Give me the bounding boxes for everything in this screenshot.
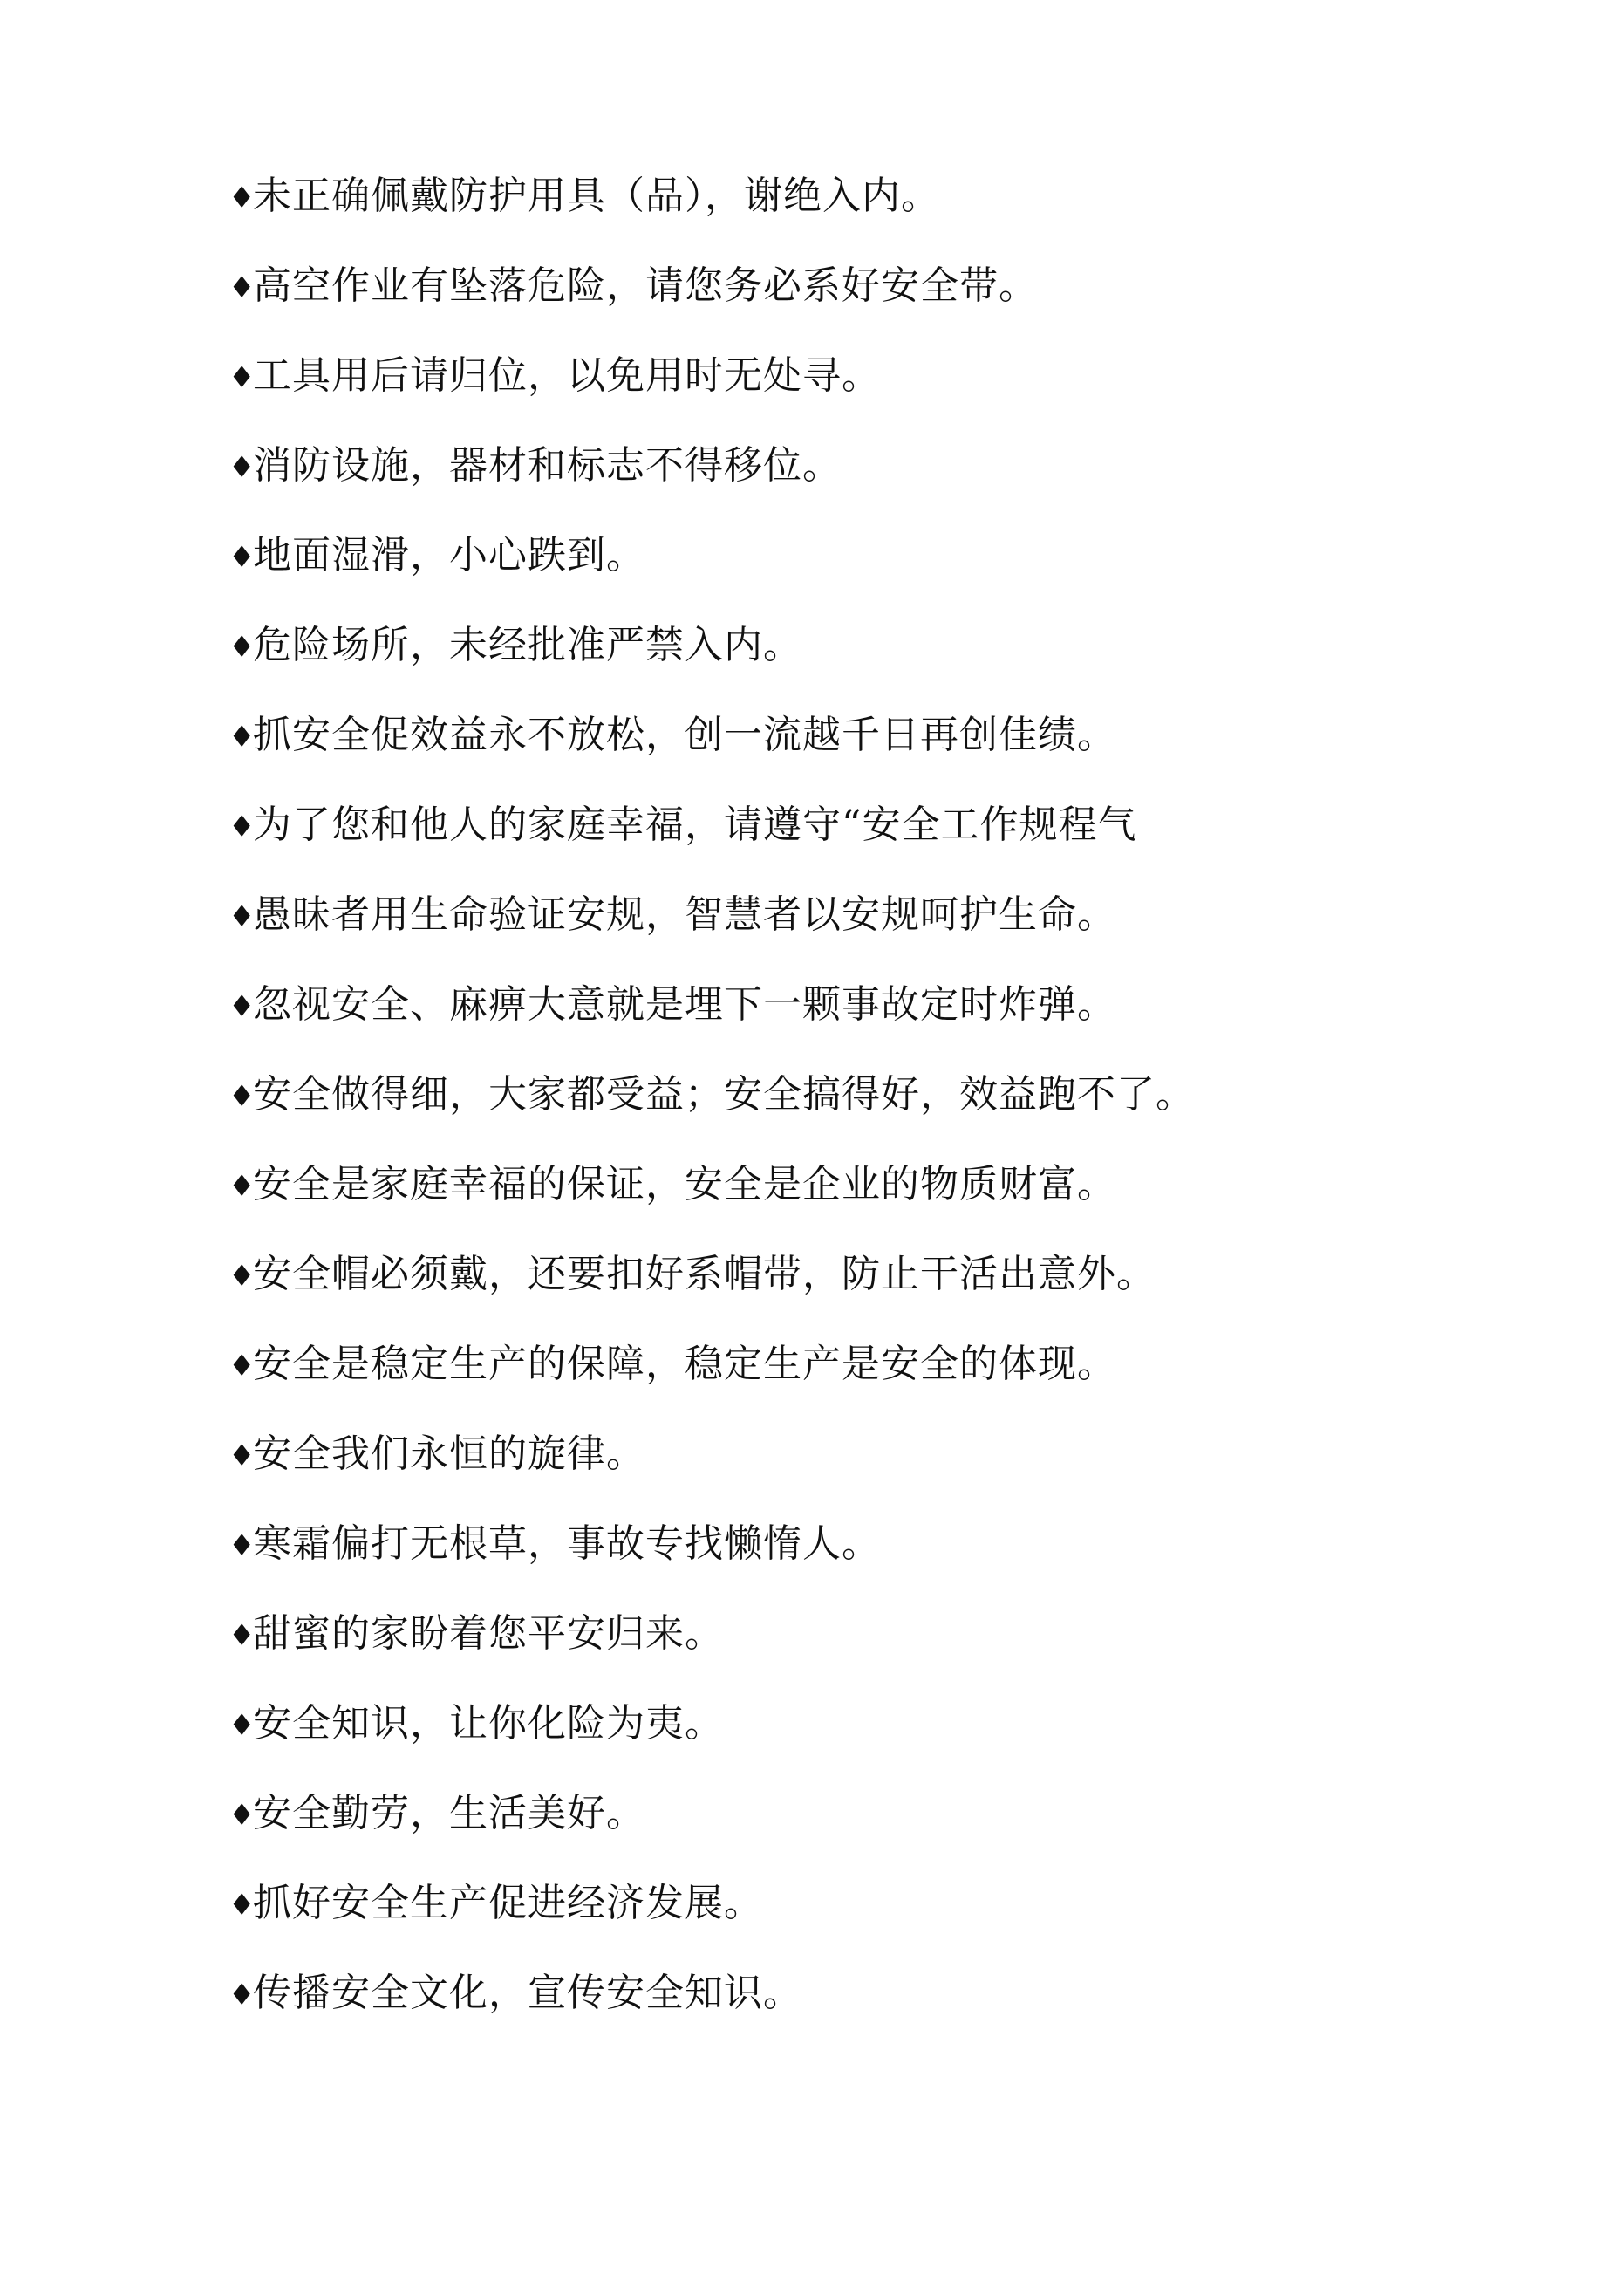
slogan-text: 传播安全文化，宣传安全知识。 [253,1971,802,2015]
list-item [228,1879,1554,1969]
list-item [228,531,1554,621]
list-item [228,1340,1554,1430]
diamond-bullet-icon: ♦ [228,1888,256,1923]
list-item [228,1520,1554,1609]
list-item [228,801,1554,891]
slogan-text: 甜蜜的家盼着您平安归来。 [253,1611,724,1656]
list-item [228,891,1554,981]
slogan-text: 安全是家庭幸福的保证，安全是企业的物质财富。 [253,1162,1116,1206]
list-item [228,1789,1554,1879]
diamond-bullet-icon: ♦ [228,1798,256,1833]
diamond-bullet-icon: ♦ [228,1708,256,1743]
slogan-text: 安全我们永恒的旋律。 [253,1432,645,1476]
slogan-text: 安全知识，让你化险为夷。 [253,1701,724,1746]
slogan-text: 消防设施，器材和标志不得移位。 [253,443,842,488]
diamond-bullet-icon: ♦ [228,450,256,485]
diamond-bullet-icon: ♦ [228,1079,256,1114]
list-item [228,711,1554,801]
slogan-text: 安全是稳定生产的保障，稳定生产是安全的体现。 [253,1342,1116,1386]
diamond-bullet-icon: ♦ [228,989,256,1024]
slogan-text: 抓好安全生产促进经济发展。 [253,1881,763,1925]
slogan-text: 为了您和他人的家庭幸福，请遵守“安全工作规程气 [253,803,1137,847]
diamond-bullet-icon: ♦ [228,1259,256,1294]
slogan-text: 抓安全促效益永不放松，创一流越千日再创佳绩。 [253,713,1116,757]
slogan-text: 忽视安全、麻痹大意就是埋下一颗事故定时炸弹。 [253,982,1116,1027]
diamond-bullet-icon: ♦ [228,1978,256,2012]
diamond-bullet-icon: ♦ [228,720,256,755]
list-item [228,1160,1554,1250]
diamond-bullet-icon: ♦ [228,181,256,215]
slogan-text: 愚昧者用生命验证安规，智慧者以安规呵护生命。 [253,892,1116,937]
diamond-bullet-icon: ♦ [228,1349,256,1384]
list-item [228,1609,1554,1699]
diamond-bullet-icon: ♦ [228,540,256,575]
diamond-bullet-icon: ♦ [228,360,256,395]
list-item [228,172,1554,262]
list-item [228,981,1554,1070]
diamond-bullet-icon: ♦ [228,1528,256,1563]
slogan-text: 安全勤劳，生活美好。 [253,1791,645,1835]
slogan-list [228,172,1554,2059]
slogan-text: 安全做得细，大家都受益；安全搞得好，效益跑不了。 [253,1072,1195,1117]
list-item [228,1699,1554,1789]
list-item [228,1070,1554,1160]
list-item [228,1430,1554,1520]
list-item [228,1250,1554,1340]
list-item [228,262,1554,352]
slogan-text: 寒霜偏打无根草，事故专找懒惰人。 [253,1521,881,1566]
diamond-bullet-icon: ♦ [228,1438,256,1473]
slogan-text: 安全帽必须戴，还要扣好系帽带，防止干活出意外。 [253,1252,1156,1296]
list-item [228,441,1554,531]
list-item [228,1969,1554,2059]
list-item [228,352,1554,441]
list-item [228,621,1554,711]
diamond-bullet-icon: ♦ [228,810,256,844]
diamond-bullet-icon: ♦ [228,630,256,665]
slogan-text: 地面湿滑，小心跌到。 [253,533,645,577]
diamond-bullet-icon: ♦ [228,1618,256,1653]
slogan-text: 工具用后请归位，以免用时无处寻。 [253,353,881,398]
diamond-bullet-icon: ♦ [228,270,256,305]
diamond-bullet-icon: ♦ [228,1169,256,1204]
diamond-bullet-icon: ♦ [228,899,256,934]
slogan-text: 危险场所，未经批准严禁入内。 [253,623,802,667]
slogan-text: 未正确佩戴防护用具（品），谢绝入内。 [253,174,940,218]
slogan-text: 高空作业有坠落危险，请您务必系好安全带。 [253,263,1038,308]
